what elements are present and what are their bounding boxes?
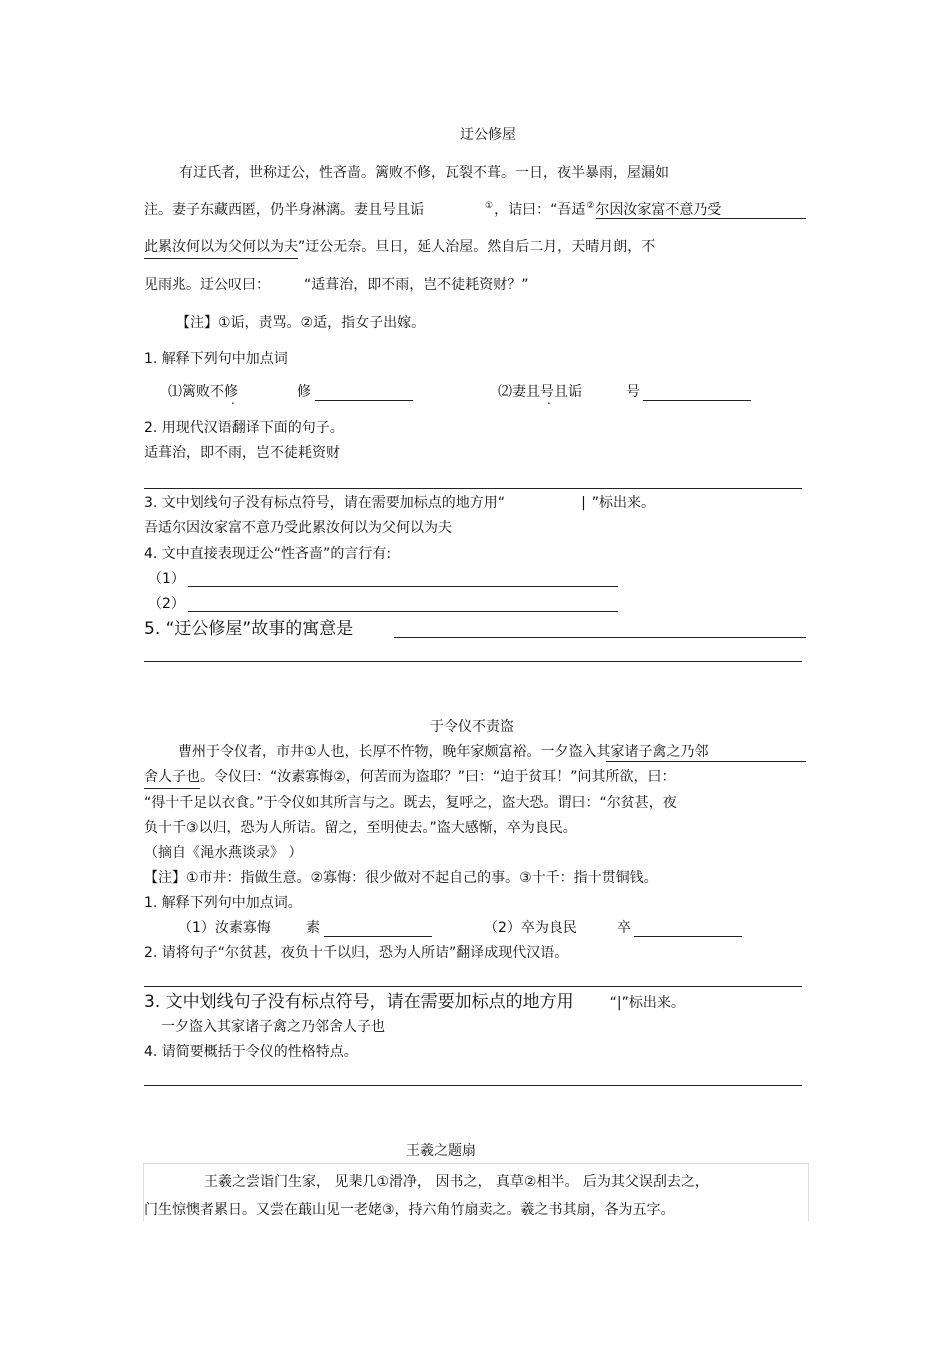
s1-q2-answer-line[interactable] <box>144 488 802 489</box>
s1-q2-sentence: 适葺治，即不雨，岂不徒耗资财 <box>144 445 340 461</box>
s2-question-1: 1. 解释下列句中加点词。 <box>144 895 302 911</box>
s1-q5-answer-line1[interactable] <box>394 637 806 638</box>
s2-q1b-key: 卒 <box>617 920 631 936</box>
s2-q1b: （2）卒为良民 <box>484 920 577 936</box>
s1-question-4: 4. 文中直接表现迂公“性吝啬”的言行有: <box>144 546 392 562</box>
s1-underline-1 <box>596 218 806 219</box>
s1-note: 【注】①诟，责骂。②适，指女子出嫁。 <box>176 315 426 331</box>
s1-q1a-answer-line[interactable] <box>315 400 413 401</box>
s1-q4-item2: （2） <box>148 596 185 612</box>
s2-paragraph-line3: “得十千足以衣食。”于令仪如其所言与之。既去，复呼之，盗大恐。谓曰：“尔贫甚，夜 <box>144 795 677 811</box>
footnote-marker-2: ② <box>586 201 595 211</box>
s1-question-3 <box>144 496 655 510</box>
s2-note: 【注】①市井：指做生意。②寡悔：很少做对不起自己的事。③十千：指十贯铜钱。 <box>144 870 658 886</box>
s1-q1a-text: ⑴篱败不 <box>168 384 224 400</box>
s2-source: （摘自《渑水燕谈录》 ） <box>144 845 303 861</box>
s1-q3-sentence: 吾适尔因汝家富不意乃受此累汝何以为父何以为夫 <box>144 520 452 536</box>
section2-title: 于令仪不责盗 <box>430 719 514 735</box>
s1-q1a-key: 修 <box>297 384 311 400</box>
s1-question-1: 1. 解释下列句中加点词 <box>144 351 288 367</box>
s1-q4-answer-line1[interactable] <box>188 586 618 587</box>
s2-q3-tail: “|”标出来。 <box>609 995 685 1011</box>
s1-p2b: ，诘曰：“吾适 <box>494 202 586 218</box>
s2-q3-text: 3. 文中划线句子没有标点符号，请在需要加标点的地方用 <box>144 992 574 1012</box>
section3-title: 王羲之题扇 <box>406 1143 476 1159</box>
s2-paragraph-line2 <box>144 770 676 784</box>
s2-p2a-underlined: 舍人子也 <box>144 769 200 789</box>
section1-title: 迂公修屋 <box>460 127 516 143</box>
s1-q4-answer-line2[interactable] <box>188 611 618 612</box>
s2-q1a-key: 素 <box>306 920 320 936</box>
s1-q1b-dotted: 号 <box>540 384 554 400</box>
s1-q1b <box>498 385 582 399</box>
s1-p3b: ”迂公无奈。旦日，延人治屋。然自后二月，天晴月朗，不 <box>298 239 656 255</box>
s2-question-2: 2. 请将句子“尔贫甚，夜负十千以归，恐为人所诘”翻译成现代汉语。 <box>144 945 569 961</box>
s1-q5-answer-line2[interactable] <box>144 661 802 662</box>
s1-q1b-key: 号 <box>626 384 640 400</box>
s1-paragraph-line2 <box>144 202 721 217</box>
s2-paragraph-line1 <box>178 745 709 759</box>
s2-q3-sentence: 一夕盗入其家诸子禽之乃邻舍人子也 <box>161 1019 385 1035</box>
s1-p4b: “适葺治，即不雨，岂不徒耗资财？” <box>304 277 529 293</box>
s2-question-3 <box>144 994 685 1011</box>
s1-paragraph-line4 <box>144 278 529 292</box>
footnote-marker-1: ① <box>485 201 494 211</box>
s2-q1a-answer-line[interactable] <box>324 936 432 937</box>
s1-question-5: 5. “迂公修屋”故事的寓意是 <box>144 619 354 639</box>
s1-q1a <box>168 385 238 399</box>
s2-paragraph-line4: 负十千③以归，恐为人所诘。留之，至明使去。”盗大感惭，卒为良民。 <box>144 820 577 836</box>
s1-q3-tail: ”标出来。 <box>591 495 656 511</box>
s1-paragraph-line3 <box>144 240 655 254</box>
s1-q3-bar: | <box>581 495 586 511</box>
s1-q1a-dotted: 修 <box>224 384 238 400</box>
s3-paragraph-line1: 王羲之尝诣门生家， 见棐几①滑净， 因书之， 真草②相半。 后为其父误刮去之， <box>204 1174 709 1190</box>
s2-question-4: 4. 请简要概括于令仪的性格特点。 <box>144 1044 358 1060</box>
s1-paragraph-line1: 有迂氏者，世称迂公，性吝啬。篱败不修，瓦裂不葺。一日，夜半暴雨，屋漏如 <box>179 165 669 181</box>
s2-q4-answer-line[interactable] <box>144 1085 802 1086</box>
s1-q1b-text: ⑵妻且 <box>498 384 540 400</box>
s1-q3-text: 3. 文中划线句子没有标点符号，请在需要加标点的地方用“ <box>144 495 506 511</box>
s1-q1b-answer-line[interactable] <box>643 400 751 401</box>
s2-q1b-answer-line[interactable] <box>634 936 742 937</box>
s1-q1b-post: 且诟 <box>554 384 582 400</box>
s1-p2c: 尔因汝家富不意乃受 <box>595 202 722 218</box>
s2-q1a: （1）汝素寡悔 <box>178 920 271 936</box>
s3-paragraph-line2: 门生惊懊者累日。又尝在蕺山见一老姥③，持六角竹扇卖之。羲之书其扇，各为五字。 <box>144 1202 675 1218</box>
s1-q4-item1: （1） <box>148 571 185 587</box>
s2-underline-1 <box>606 761 806 762</box>
s1-p2a: 注。妻子东藏西匿，仍半身淋漓。妻且号且诟 <box>144 202 424 218</box>
s2-q2-answer-line[interactable] <box>144 986 802 987</box>
s2-p1b-underlined: 盗入其家诸子禽之乃邻 <box>568 744 709 760</box>
s1-question-2: 2. 用现代汉语翻译下面的句子。 <box>144 420 344 436</box>
s2-p2b: 。令仪曰：“汝素寡悔②，何苦而为盗耶？”曰：“迫于贫耳！”问其所欲，曰： <box>200 769 676 785</box>
s1-p3a-underlined: 此累汝何以为父何以为夫 <box>144 239 298 259</box>
s1-p4a: 见雨兆。迂公叹曰： <box>144 277 270 293</box>
s2-p1a: 曹州于令仪者，市井①人也，长厚不忤物，晚年家颇富裕。一夕 <box>178 744 569 760</box>
